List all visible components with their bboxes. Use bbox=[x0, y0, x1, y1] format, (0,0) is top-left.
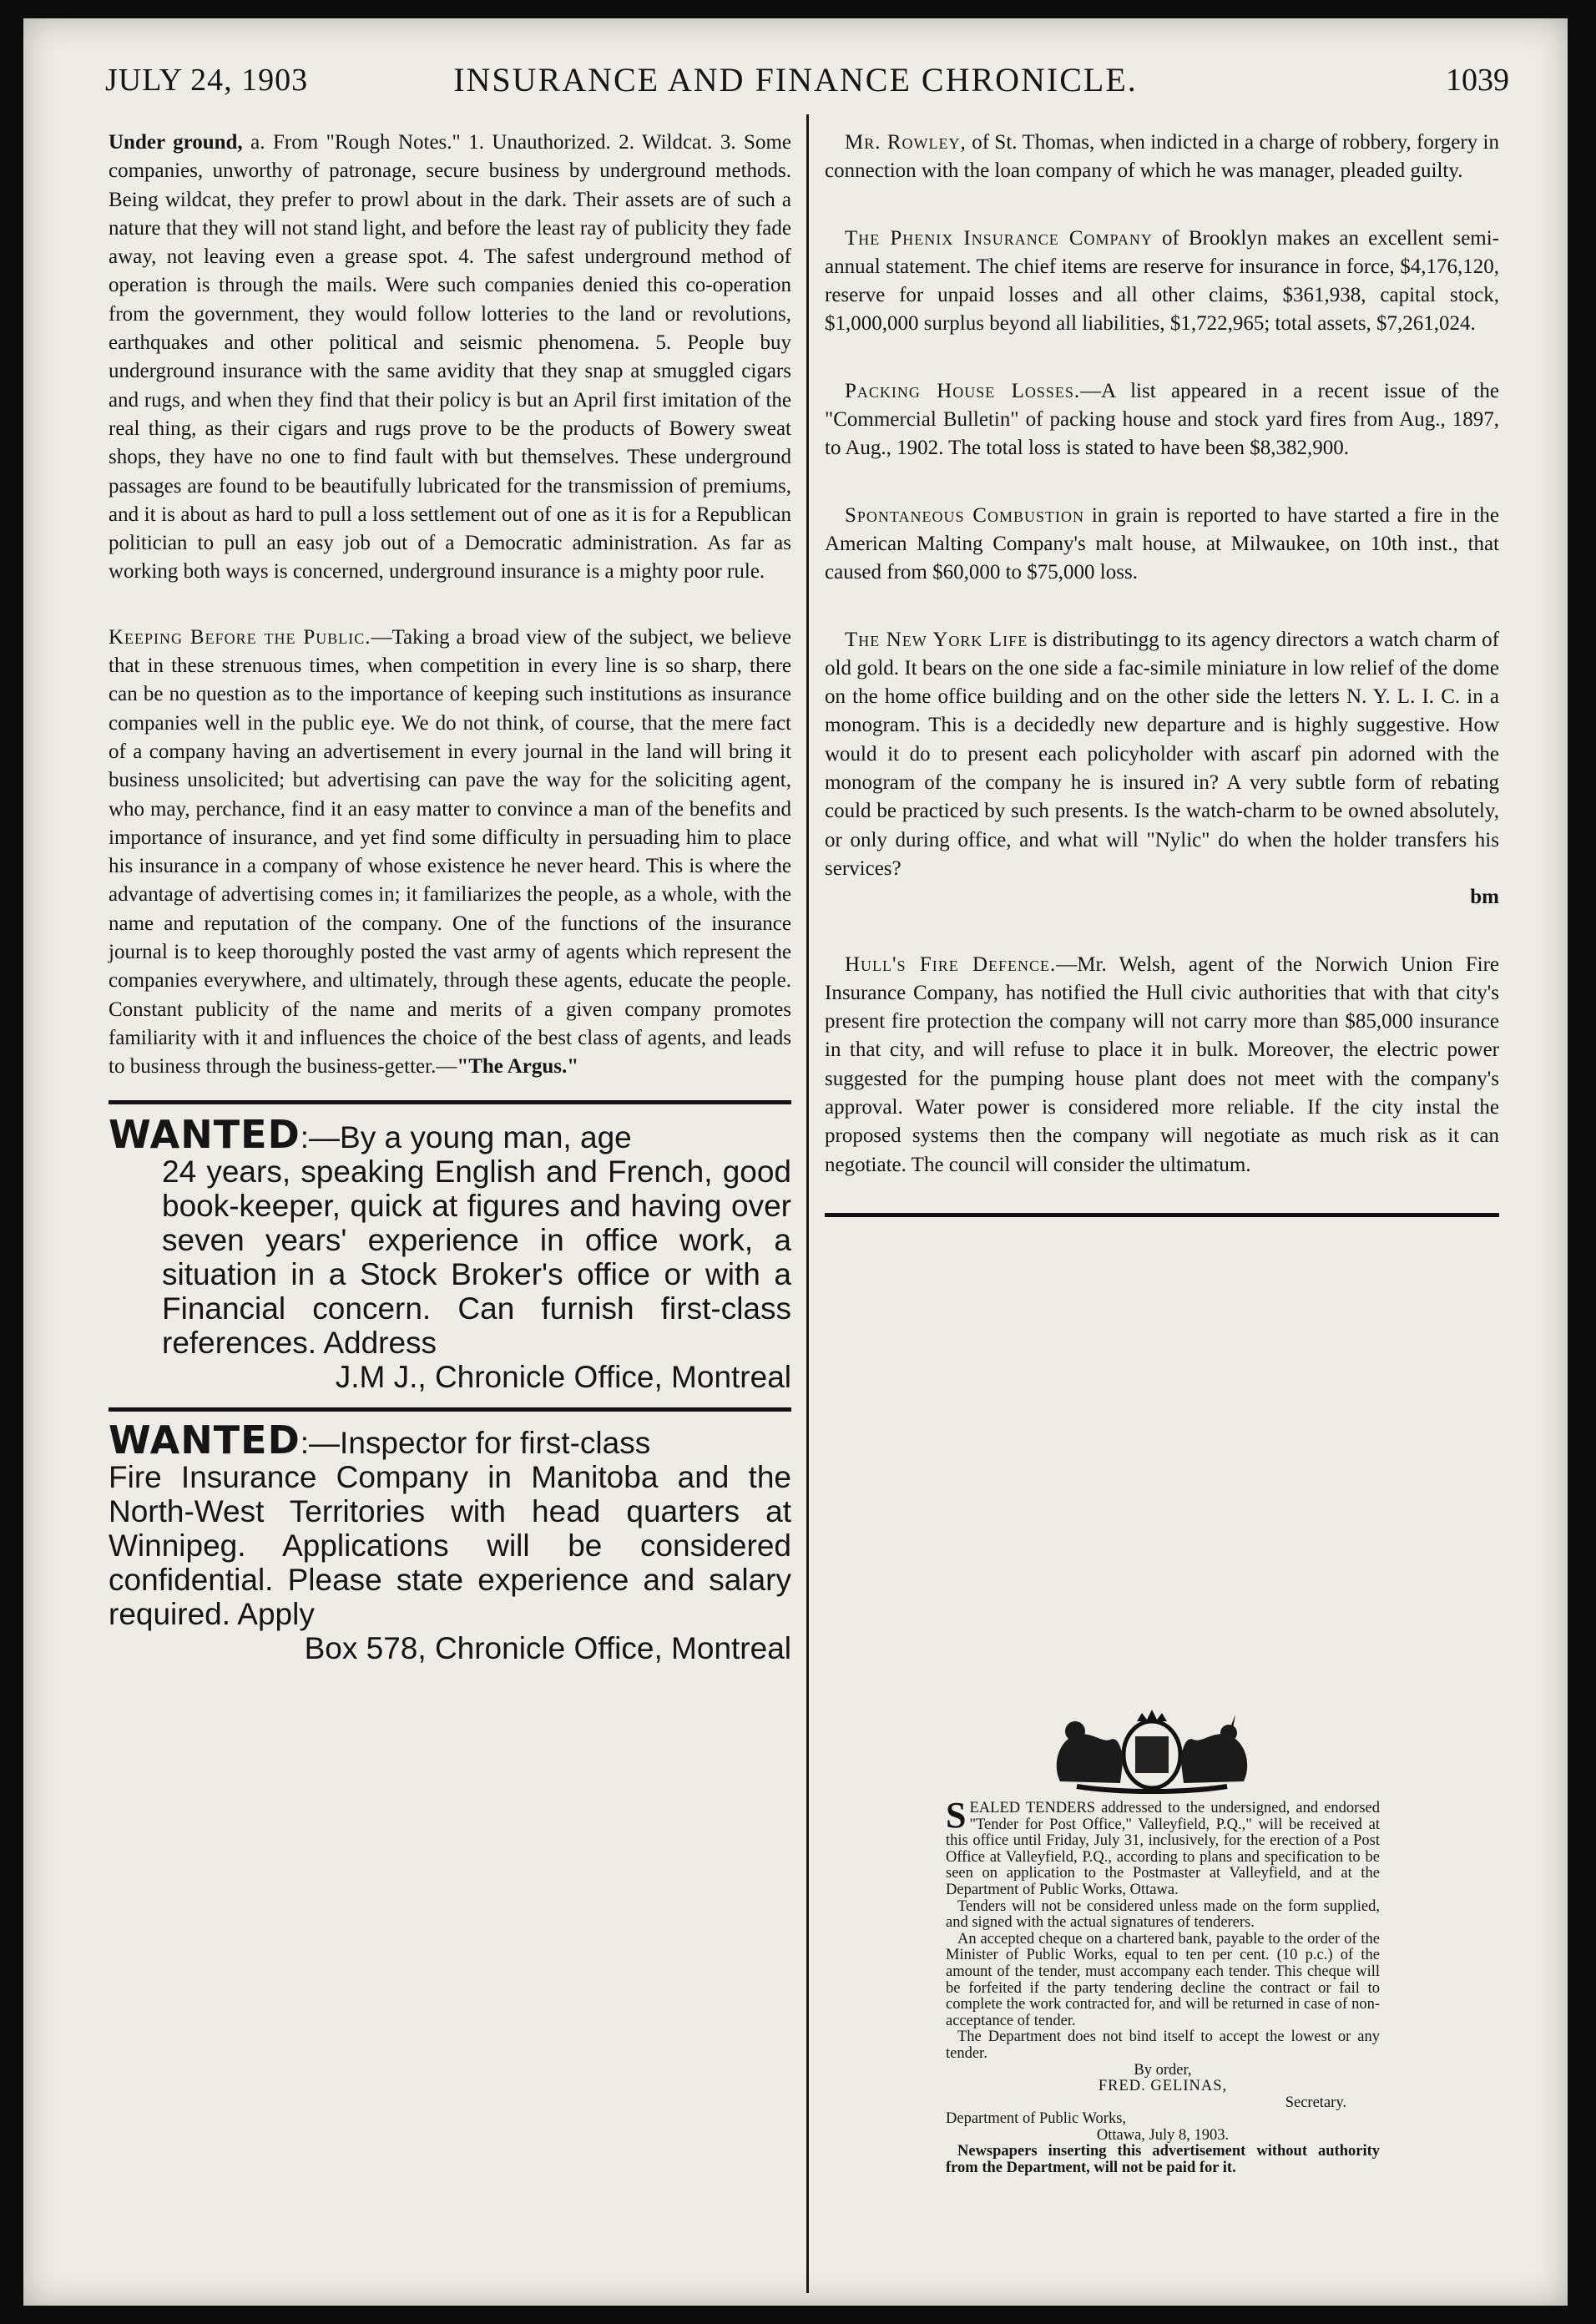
section-rule bbox=[109, 1407, 791, 1412]
wanted-address: Box 578, Chronicle Office, Montreal bbox=[304, 1630, 791, 1665]
newspaper-page bbox=[23, 18, 1568, 2306]
article-lead: Spontaneous Combustion bbox=[845, 503, 1084, 527]
article-spontaneous-combustion bbox=[825, 502, 1499, 588]
article-signature: bm bbox=[1470, 886, 1499, 909]
sealed-tenders-notice bbox=[946, 1795, 1380, 2177]
article-new-york-life bbox=[825, 626, 1499, 912]
article-lead: Hull's Fire Defence. bbox=[845, 952, 1057, 976]
wanted-heading: WANTED bbox=[109, 1417, 301, 1463]
tender-paragraph: SEALED TENDERS addressed to the undersigned, and endorsed "Tender for Post Office," Valleyfield, P.Q.," will be received at this office until Friday, July 31, inclusively, for the erection of a Post Office at Valleyfield, P.Q., according to plans and specification to be seen on application to the Postmaster at Valleyfield, and at the Department of Public Works, Ottawa. bbox=[946, 1795, 1380, 1898]
article-packing-house bbox=[825, 377, 1499, 463]
article-body: a. From "Rough Notes." 1. Unauthorized. 2. Wildcat. 3. Some companies, unworthy of patronage, secure business by underground methods. Being wildcat, they prefer to prowl about in the dark. Their assets are of such a nature that they will not stand light, and before the least ray of publicity they fade away, not leaving even a grease spot. 4. The safest underground method of operation is through the mails. Were such companies denied this co-operation from the government, they would follow lotteries to the land or revolutions, earthquakes and other political and seismic phenomena. 5. People buy underground insurance with the same avidity that they snap at smuggled cigars and rugs, and when they find that their policy is but an April first imitation of the real thing, as their cigars and rugs prove to be the products of Bowery sweat shops, they have no one to find fault with but themselves. These underground passages are found to be beautifully lubricated for the transmission of premiums, and it is about as hard to pull a loss settlement out of one as it is for a Republican politician to pull an easy job out of a Democratic administration. As far as working both ways is concerned, underground insurance is a mighty poor rule. bbox=[109, 131, 791, 584]
tender-signer: FRED. GELINAS, bbox=[1098, 2078, 1228, 2095]
article-body: of St. Thomas, when indicted in a charge of robbery, forgery in connection with the loan company of which he was manager, pleaded guilty. bbox=[825, 131, 1500, 183]
article-underground bbox=[109, 129, 791, 587]
tender-by-order: By order, bbox=[1134, 2061, 1192, 2079]
article-body: —Taking a broad view of the subject, we believe that in these strenuous times, when competition in every line is so sharp, there can be no question as to the importance of keeping such institutions as insurance companies well in the public eye. We do not think, of course, that the mere fact of a company having an advertisement in every journal in the land will bring it business unsolicited; but advertising can pave the way for the soliciting agent, who may, perchance, find it an easy matter to convince a man of the benefits and importance of insurance, and yet find some difficulty in persuading him to place his insurance in a company of whose existence he never heard. This is where the advantage of advertising comes in; it familiarizes the people, as a whole, with the name and reputation of the company. One of the functions of the insurance journal is to keep thoroughly posted the vast army of agents which represent the companies everywhere, and ultimately, through these agents, educate the people. Constant publicity of the name and merits of a given company promotes familiarity with it and influences the choice of the best class of agents, and leads to business through the business-getter.— bbox=[109, 625, 791, 1079]
article-body: is distributingg to its agency directors a watch charm of old gold. It bears on the one side a fac-simile miniature in low relief of the dome on the home office building and on the other side the letters N. Y. L. I. C. in a monogram. This is a decidedly new departure and is highly suggestive. How would it do to present each policyholder with ascarf pin adorned with the monogram of the company he is insured in? A very subtle form of rebating could be practiced by such presents. Is the watch-charm to be owned absolutely, or only during office, and what will "Nylic" do when the holder transfers his services? bbox=[825, 628, 1499, 880]
header-date: JULY 24, 1903 bbox=[105, 63, 309, 98]
wanted-heading: WANTED bbox=[109, 1111, 301, 1157]
right-column bbox=[825, 129, 1499, 1217]
column-divider bbox=[806, 114, 809, 2293]
article-lead: Packing House Losses. bbox=[845, 379, 1081, 402]
page-header bbox=[23, 45, 1568, 104]
section-rule bbox=[825, 1213, 1499, 1217]
section-rule bbox=[109, 1100, 791, 1104]
wanted-body: Fire Insurance Company in Manitoba and the North-West Territories with head quarters at Winnipeg. Applications will be considered confidential. Please state experience and salary required. Apply bbox=[109, 1459, 791, 1631]
wanted-ad-bookkeeper bbox=[109, 1111, 791, 1394]
tender-paragraph: Tenders will not be considered unless made on the form supplied, and signed with the actual signatures of tenderers. bbox=[946, 1897, 1380, 1932]
article-rowley bbox=[825, 129, 1499, 186]
article-lead: Mr. Rowley, bbox=[845, 131, 967, 154]
header-page-number: 1039 bbox=[1446, 63, 1509, 98]
article-phenix bbox=[825, 225, 1499, 339]
wanted-address: J.M J., Chronicle Office, Montreal bbox=[335, 1359, 791, 1394]
tender-dropcap: S bbox=[946, 1795, 967, 1836]
tender-place-date: Ottawa, July 8, 1903. bbox=[1096, 2126, 1230, 2144]
wanted-body: 24 years, speaking English and French, good book-keeper, quick at figures and having over seven years' experience in office work, a situation in a Stock Broker's office or with a Financial concern. Can furnish first-class references. Address bbox=[162, 1154, 791, 1360]
article-body: —A list appeared in a recent issue of the "Commercial Bulletin" of packing house and stock yard fires from Aug., 1897, to Aug., 1902. The total loss is stated to have been $8,382,900. bbox=[825, 379, 1499, 460]
article-lead: The Phenix Insurance Company bbox=[845, 226, 1153, 250]
tender-signer-title: Secretary. bbox=[1285, 2094, 1346, 2111]
article-hull-fire-defence bbox=[825, 951, 1499, 1180]
article-body: of Brooklyn makes an excellent semi-annual statement. The chief items are reserve for insurance in force, $4,176,120, reserve for unpaid losses and all other claims, $361,938, capital stock, $1,000,000 surplus beyond all liabilities, $1,722,965; total assets, $7,261,024. bbox=[825, 226, 1500, 336]
wanted-first-line: :—By a young man, age bbox=[300, 1119, 632, 1154]
article-source: "The Argus." bbox=[457, 1055, 579, 1079]
header-title: INSURANCE AND FINANCE CHRONICLE. bbox=[453, 61, 1138, 99]
article-body: —Mr. Welsh, agent of the Norwich Union Fire Insurance Company, has notified the Hull civic authorities that with that city's present fire protection the company will not carry more than $85,000 insurance in that city, and will refuse to place it in bulk. Moreover, the electric power suggested for the pumping house plant does not meet with the company's approval. Water power is considered more reliable. If the city instal the proposed systems then the company will negotiate as much risk as it can negotiate. The council will consider the ultimatum. bbox=[825, 952, 1499, 1176]
tender-notice: Newspapers inserting this advertisement without authority from the Department, will not be paid for it. bbox=[946, 2143, 1380, 2177]
article-lead: The New York Life bbox=[845, 628, 1028, 651]
article-lead: Under ground, bbox=[109, 131, 243, 154]
article-keeping-before-public bbox=[109, 624, 791, 1082]
tender-department: Department of Public Works, bbox=[946, 2110, 1127, 2128]
wanted-first-line: :—Inspector for first-class bbox=[300, 1425, 651, 1460]
article-body: in grain is reported to have started a fire in the American Malting Company's malt house, at Milwaukee, on 10th inst., that caused from $60,000 to $75,000 loss. bbox=[825, 503, 1499, 584]
coat-of-arms-icon bbox=[1043, 1706, 1260, 1798]
tender-paragraph: An accepted cheque on a chartered bank, payable to the order of the Minister of Public Works, equal to ten per cent. (10 p.c.) of the amount of the tender, must accompany each tender. This cheque will be forfeited if the party tendering decline the contract or fail to complete the work contracted for, and will be returned in case of non-acceptance of tender. bbox=[946, 1930, 1380, 2029]
article-lead: Keeping Before the Public. bbox=[109, 625, 371, 649]
tender-paragraph: The Department does not bind itself to accept the lowest or any tender. bbox=[946, 2028, 1380, 2062]
wanted-ad-inspector bbox=[109, 1417, 791, 1665]
left-column bbox=[109, 129, 791, 1665]
